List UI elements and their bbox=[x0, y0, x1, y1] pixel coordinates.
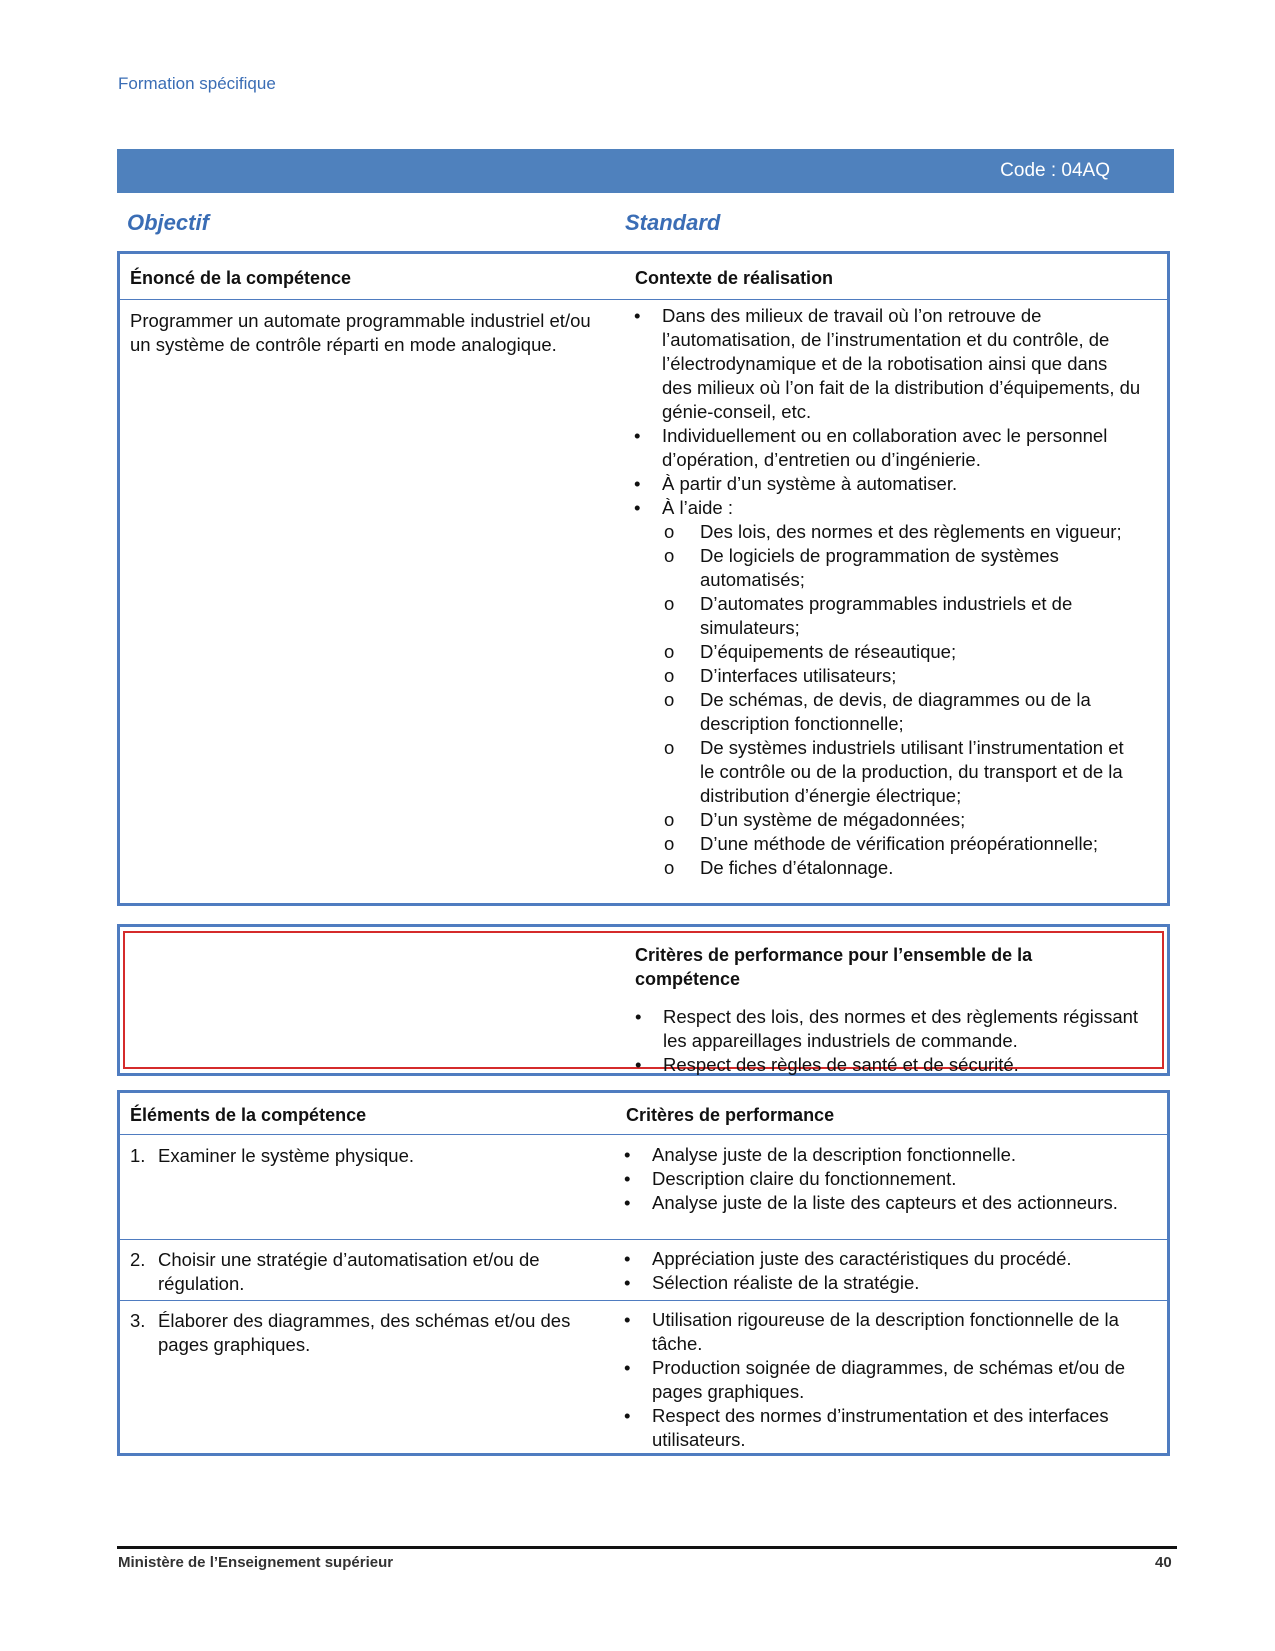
contexte-content bbox=[632, 304, 1142, 880]
aide-list bbox=[632, 520, 1142, 880]
list-item: o Des lois, des normes et des règlements en vigueur; bbox=[632, 520, 1142, 544]
page-number: 40 bbox=[1155, 1554, 1172, 1571]
criteres-row-1 bbox=[622, 1143, 1132, 1215]
enonce-text: Programmer un automate programmable industriel et/ou un système de contrôle réparti en mode analogique. bbox=[130, 310, 591, 355]
list-item: • Individuellement ou en collaboration avec le personnel d’opération, d’entretien ou d’ingénierie. bbox=[632, 424, 1142, 472]
list-item: o De fiches d’étalonnage. bbox=[632, 856, 1142, 880]
contexte-list bbox=[632, 304, 1142, 520]
list-item: o D’une méthode de vérification préopérationnelle; bbox=[632, 832, 1142, 856]
footer-ministry: Ministère de l’Enseignement supérieur bbox=[118, 1554, 394, 1571]
list-item: • Analyse juste de la description fonctionnelle. bbox=[622, 1143, 1132, 1167]
element-text: Élaborer des diagrammes, des schémas et/ou des pages graphiques. bbox=[158, 1310, 571, 1355]
contexte-heading: Contexte de réalisation bbox=[635, 268, 834, 288]
list-item: • Production soignée de diagrammes, de schémas et/ou de pages graphiques. bbox=[622, 1356, 1132, 1404]
list-item: • Respect des lois, des normes et des règlements régissant les appareillages industriels de commande. bbox=[633, 1005, 1143, 1053]
element-number: 3. bbox=[130, 1310, 146, 1331]
list-item: • À l’aide : bbox=[632, 496, 1142, 520]
list-item: • Description claire du fonctionnement. bbox=[622, 1167, 1132, 1191]
element-number: 1. bbox=[130, 1145, 146, 1166]
list-item: • Analyse juste de la liste des capteurs et des actionneurs. bbox=[622, 1191, 1132, 1215]
list-item: o De systèmes industriels utilisant l’instrumentation et le contrôle ou de la production, du transport et de la distribution d’énergie électrique; bbox=[632, 736, 1142, 808]
list-item: o De logiciels de programmation de systèmes automatisés; bbox=[632, 544, 1142, 592]
criteres-ensemble-list bbox=[633, 1005, 1143, 1077]
standard-title: Standard bbox=[625, 210, 721, 235]
footer-rule bbox=[117, 1546, 1177, 1549]
element-row-2 bbox=[130, 1248, 613, 1296]
criteres-ensemble-box bbox=[117, 924, 1170, 1076]
criteres-ensemble-content bbox=[633, 1005, 1143, 1077]
criteres-list bbox=[622, 1143, 1132, 1215]
criteres-ensemble-heading: Critères de performance pour l’ensemble de la compétence bbox=[635, 945, 1033, 989]
list-item: • Utilisation rigoureuse de la description fonctionnelle de la tâche. bbox=[622, 1308, 1132, 1356]
list-item: o D’automates programmables industriels et de simulateurs; bbox=[632, 592, 1142, 640]
criteres-list bbox=[622, 1247, 1132, 1295]
list-item: • Appréciation juste des caractéristiques du procédé. bbox=[622, 1247, 1132, 1271]
criteres-ensemble-frame bbox=[123, 931, 1164, 1075]
list-item: o D’interfaces utilisateurs; bbox=[632, 664, 1142, 688]
code-bar bbox=[117, 149, 1174, 193]
criteres-list bbox=[622, 1308, 1132, 1452]
list-item: o D’un système de mégadonnées; bbox=[632, 808, 1142, 832]
list-item: • À partir d’un système à automatiser. bbox=[632, 472, 1142, 496]
element-row-1 bbox=[130, 1144, 600, 1168]
competence-box bbox=[117, 251, 1170, 906]
criteres-row-2 bbox=[622, 1247, 1132, 1295]
list-item: o D’équipements de réseautique; bbox=[632, 640, 1142, 664]
list-item: • Dans des milieux de travail où l’on retrouve de l’automatisation, de l’instrumentation et du contrôle, de l’électrodynamique et de la robotisation ainsi que dans des milieux où l’on fait de la distribution d’équipements, du génie-conseil, etc. bbox=[632, 304, 1142, 424]
enonce-heading: Énoncé de la compétence bbox=[130, 268, 352, 288]
objectif-title: Objectif bbox=[127, 210, 209, 235]
criteres-row-3 bbox=[622, 1308, 1132, 1452]
elements-heading: Éléments de la compétence bbox=[130, 1105, 367, 1125]
elements-table bbox=[117, 1090, 1170, 1456]
element-number: 2. bbox=[130, 1249, 146, 1270]
section-label: Formation spécifique bbox=[118, 74, 276, 93]
element-text: Choisir une stratégie d’automatisation et/ou de régulation. bbox=[158, 1249, 540, 1294]
list-item: • Respect des normes d’instrumentation et des interfaces utilisateurs. bbox=[622, 1404, 1132, 1452]
list-item: • Sélection réaliste de la stratégie. bbox=[622, 1271, 1132, 1295]
list-item: o De schémas, de devis, de diagrammes ou de la description fonctionnelle; bbox=[632, 688, 1142, 736]
criteres-heading: Critères de performance bbox=[626, 1105, 835, 1125]
element-row-3 bbox=[130, 1309, 603, 1357]
list-item: • Respect des règles de santé et de sécurité. bbox=[633, 1053, 1143, 1077]
element-text: Examiner le système physique. bbox=[158, 1145, 415, 1166]
competency-code: Code : 04AQ bbox=[1000, 160, 1110, 181]
